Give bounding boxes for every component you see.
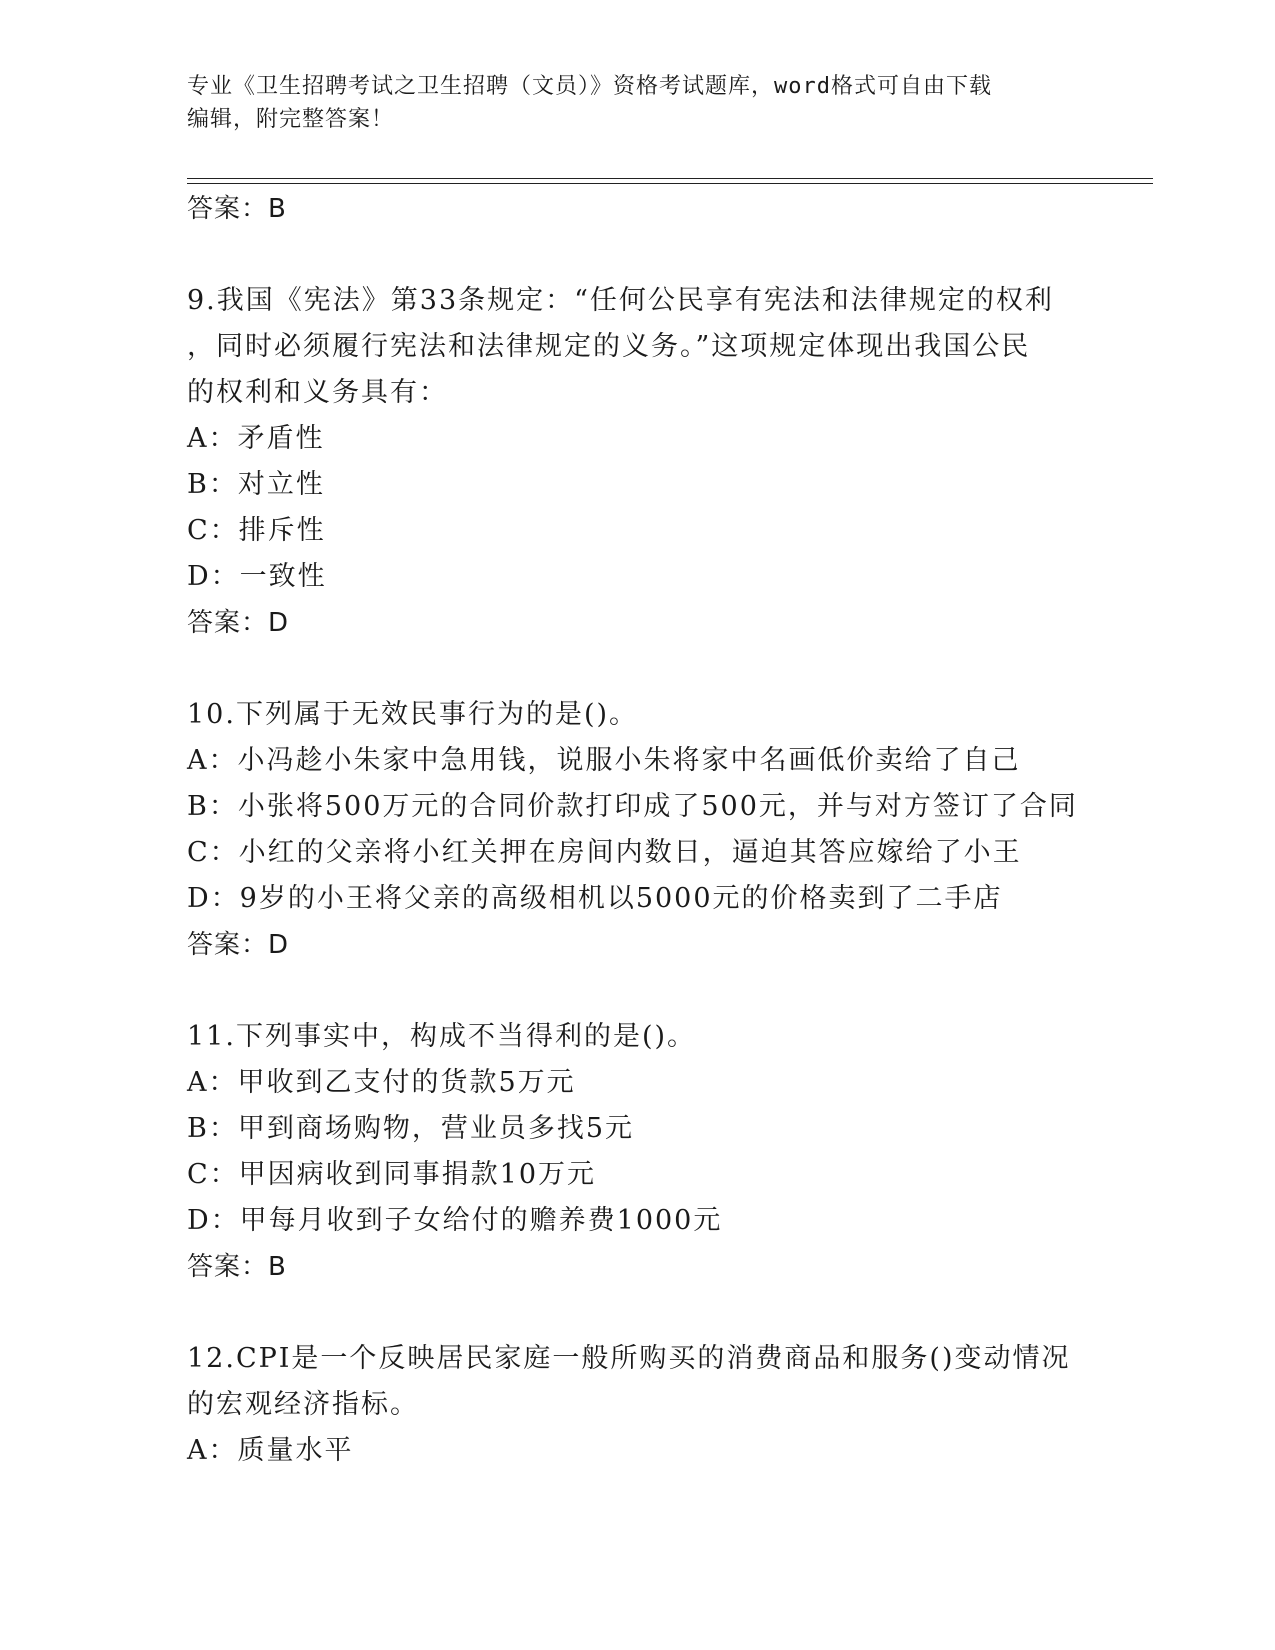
option-c: C：排斥性	[187, 515, 326, 546]
question-11	[187, 1014, 1087, 1290]
question-text-line: ，同时必须履行宪法和法律规定的义务。”这项规定体现出我国公民	[187, 331, 1031, 362]
header-rule-bottom	[187, 183, 1153, 184]
question-text-line: 的权利和义务具有：	[187, 377, 448, 408]
option-a: A：质量水平	[187, 1435, 354, 1466]
option-d: D：甲每月收到子女给付的赡养费1000元	[187, 1205, 723, 1236]
question-text-line: 的宏观经济指标。	[187, 1389, 419, 1420]
question-9	[187, 278, 1087, 646]
answer: 答案：D	[187, 930, 290, 960]
question-12	[187, 1336, 1087, 1474]
option-b: B：甲到商场购物，营业员多找5元	[187, 1113, 635, 1144]
option-b: B：对立性	[187, 469, 325, 500]
question-text-line: 9.我国《宪法》第33条规定：“任何公民享有宪法和法律规定的权利	[187, 285, 1054, 316]
header-line-1: 专业《卫生招聘考试之卫生招聘（文员）》资格考试题库，word格式可自由下载	[187, 74, 992, 99]
question-content	[187, 186, 1087, 1474]
previous-answer: 答案：B	[187, 194, 287, 224]
answer: 答案：B	[187, 1252, 287, 1282]
option-d: D：9岁的小王将父亲的高级相机以5000元的价格卖到了二手店	[187, 883, 1003, 914]
option-a: A：甲收到乙支付的货款5万元	[187, 1067, 576, 1098]
document-header	[187, 70, 1067, 136]
option-b: B：小张将500万元的合同价款打印成了500元，并与对方签订了合同	[187, 791, 1078, 822]
answer: 答案：D	[187, 608, 290, 638]
header-line-2: 编辑，附完整答案！	[187, 107, 395, 132]
question-text-line: 10.下列属于无效民事行为的是()。	[187, 699, 639, 730]
question-text-line: 12.CPI是一个反映居民家庭一般所购买的消费商品和服务()变动情况	[187, 1343, 1071, 1374]
question-text-line: 11.下列事实中，构成不当得利的是()。	[187, 1021, 697, 1052]
header-rule-top	[187, 178, 1153, 179]
option-c: C：小红的父亲将小红关押在房间内数日，逼迫其答应嫁给了小王	[187, 837, 1022, 868]
option-a: A：矛盾性	[187, 423, 325, 454]
question-10	[187, 692, 1087, 968]
option-a: A：小冯趁小朱家中急用钱，说服小朱将家中名画低价卖给了自己	[187, 745, 1021, 776]
option-d: D：一致性	[187, 561, 327, 592]
option-c: C：甲因病收到同事捐款10万元	[187, 1159, 597, 1190]
